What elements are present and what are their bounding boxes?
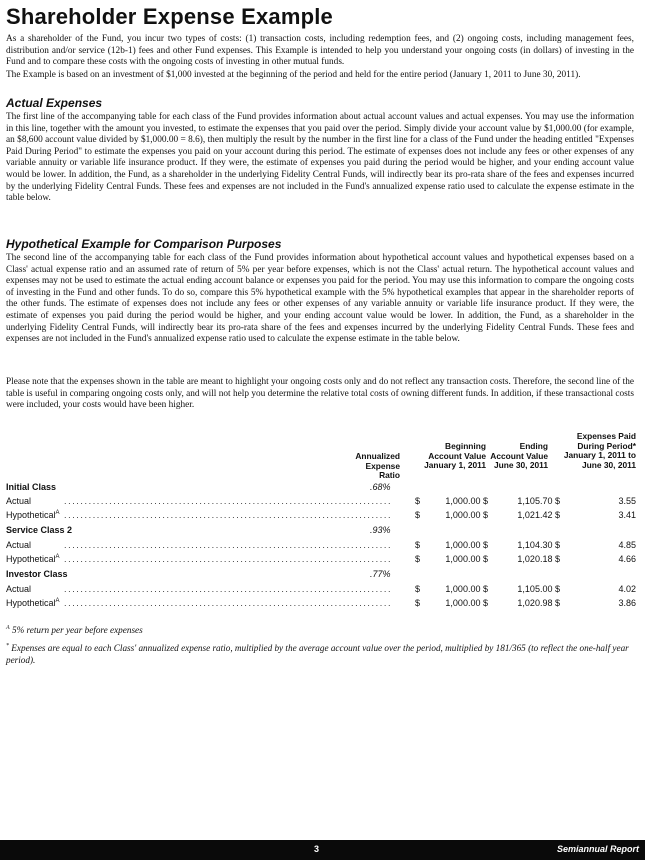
expense-ratio: .68% [370, 482, 391, 492]
actual-expenses-heading: Actual Expenses [6, 96, 103, 110]
currency-symbol: $ [415, 584, 421, 594]
ending-value: 1,021.42 $ [517, 510, 560, 520]
table-row [6, 496, 636, 509]
ending-value: 1,104.30 $ [517, 540, 560, 550]
transaction-costs-note: Please note that the expenses shown in the table are meant to highlight your ongoing costs only and do not reflect any transaction costs. Therefore, the second line of the table is useful in comparing ongoing costs only, and will not help you determine the relative total costs of owning different funds. In addition, if these transactional costs were included, your costs would have been higher. [6, 377, 634, 411]
currency-symbol: $ [415, 554, 421, 564]
hypothetical-heading: Hypothetical Example for Comparison Purposes [6, 237, 282, 251]
row-label: Hypothetical$^A$ [6, 510, 60, 520]
table-class-row [6, 525, 636, 538]
ending-value: 1,020.18 $ [517, 554, 560, 564]
leader-dots: ................................................................................ [64, 584, 393, 594]
currency-symbol: $ [415, 540, 421, 550]
class-name: Initial Class [6, 482, 57, 492]
leader-dots: ................................................................................ [64, 554, 393, 564]
class-name: Investor Class [6, 569, 68, 579]
intro-paragraph-2: The Example is based on an investment of $1,000 invested at the beginning of the period and held for the entire period (January 1, 2011 to June 30, 2011). [6, 70, 581, 80]
currency-symbol: $ [415, 598, 421, 608]
table-row [6, 598, 636, 611]
currency-symbol: $ [415, 496, 421, 506]
currency-symbol: $ [415, 510, 421, 520]
expenses-paid: 3.55 [618, 496, 636, 506]
leader-dots: ................................................................................ [64, 598, 393, 608]
page-number: 3 [314, 844, 320, 854]
ending-value: 1,105.00 $ [517, 584, 560, 594]
expenses-paid: 3.41 [618, 510, 636, 520]
row-label: Actual [6, 540, 32, 550]
hypothetical-paragraph: The second line of the accompanying table for each class of the Fund provides information about hypothetical account values and hypothetical expenses based on a Class' actual expense ratio and an assumed rate of return of 5% per year before expenses, which is not the Class' actual return. The hypothetical account values and expenses may not be used to estimate the actual ending account balance or expenses you paid for the period. You may use this information to compare the ongoing costs of investing in the Fund and other funds. To do so, compare this 5% hypothetical example with the 5% hypothetical examples that appear in the shareholder reports of the other funds. The estimate of expenses does not include any fees or other expenses of any variable annuity or variable life insurance product. If they were, the estimate of expenses you paid during the period would be higher, and your ending account value would be lower. In addition, the Fund, as a shareholder in the underlying Fidelity Central Funds, will indirectly bear its pro-rata share of the fees and expenses incurred by the underlying Fidelity Central Funds. These fees and expenses are not included in the Fund's annualized expense ratio used to calculate the expense estimate in the table below. [6, 253, 634, 345]
header-beginning-value: Beginning Account Value January 1, 2011 [424, 441, 486, 471]
row-label: Actual [6, 584, 32, 594]
table-class-row [6, 482, 636, 495]
page-title: Shareholder Expense Example [6, 4, 333, 29]
leader-dots: ................................................................................ [64, 510, 393, 520]
class-name: Service Class 2 [6, 525, 73, 535]
ending-value: 1,105.70 $ [517, 496, 560, 506]
footnote-a: $^A$ 5% return per year before expenses [6, 625, 143, 636]
row-label: Actual [6, 496, 32, 506]
header-ending-value: Ending Account Value June 30, 2011 [490, 441, 548, 471]
page-footer [0, 840, 645, 860]
actual-expenses-paragraph: The first line of the accompanying table for each class of the Fund provides information about actual account values and actual expenses. You may use the information in this line, together with the amount you invested, to estimate the expenses that you paid over the period. Simply divide your account value by $1,000.00 (for example, an $8,600 account value divided by $1,000.00 = 8.6), then multiply the result by the number in the first line for a class of the Fund under the heading entitled "Expenses Paid During Period" to estimate the expenses you paid on your account during this period. The estimate of expenses does not include any fees or other expenses of any variable annuity or variable life insurance product. If they were, the estimate of expenses you paid during the period would be higher, and your ending account value would be lower. In addition, the Fund, as a shareholder in the underlying Fidelity Central Funds, will indirectly bear its pro-rata share of the fees and expenses incurred by the underlying Fidelity Central Funds. These fees and expenses are not included in the Fund's annualized expense ratio used to calculate the expense estimate in the table below. [6, 112, 634, 204]
beginning-value: 1,000.00 $ [445, 598, 488, 608]
footnote-star: * Expenses are equal to each Class' annualized expense ratio, multiplied by the average account value over the period, multiplied by 181/365 (to reflect the one-half year period). [6, 643, 629, 666]
expenses-paid: 4.85 [618, 540, 636, 550]
table-row [6, 584, 636, 597]
intro-paragraph-1: As a shareholder of the Fund, you incur two types of costs: (1) transaction costs, including redemption fees, and (2) ongoing costs, including management fees, distribution and/or service (12b-1) fees and other Fund expenses. This Example is intended to help you understand your ongoing costs (in dollars) of investing in the Fund and to compare these costs with the ongoing costs of investing in other mutual funds. [6, 34, 634, 68]
table-class-row [6, 569, 636, 582]
row-label: Hypothetical$^A$ [6, 554, 60, 564]
beginning-value: 1,000.00 $ [445, 554, 488, 564]
expenses-paid: 4.66 [618, 554, 636, 564]
expense-ratio: .93% [370, 525, 391, 535]
expenses-paid: 4.02 [618, 584, 636, 594]
report-name: Semiannual Report [556, 844, 639, 854]
expenses-paid: 3.86 [618, 598, 636, 608]
expense-ratio: .77% [370, 569, 391, 579]
table-row [6, 540, 636, 553]
header-expenses-paid: Expenses Paid During Period* January 1, 2011 to June 30, 2011 [563, 431, 636, 470]
beginning-value: 1,000.00 $ [445, 540, 488, 550]
ending-value: 1,020.98 $ [517, 598, 560, 608]
table-row [6, 554, 636, 567]
beginning-value: 1,000.00 $ [445, 584, 488, 594]
beginning-value: 1,000.00 $ [445, 510, 488, 520]
table-row [6, 510, 636, 523]
leader-dots: ................................................................................ [64, 496, 393, 506]
beginning-value: 1,000.00 $ [445, 496, 488, 506]
header-expense-ratio: Annualized Expense Ratio [355, 451, 400, 481]
row-label: Hypothetical$^A$ [6, 598, 60, 608]
leader-dots: ................................................................................ [64, 540, 393, 550]
